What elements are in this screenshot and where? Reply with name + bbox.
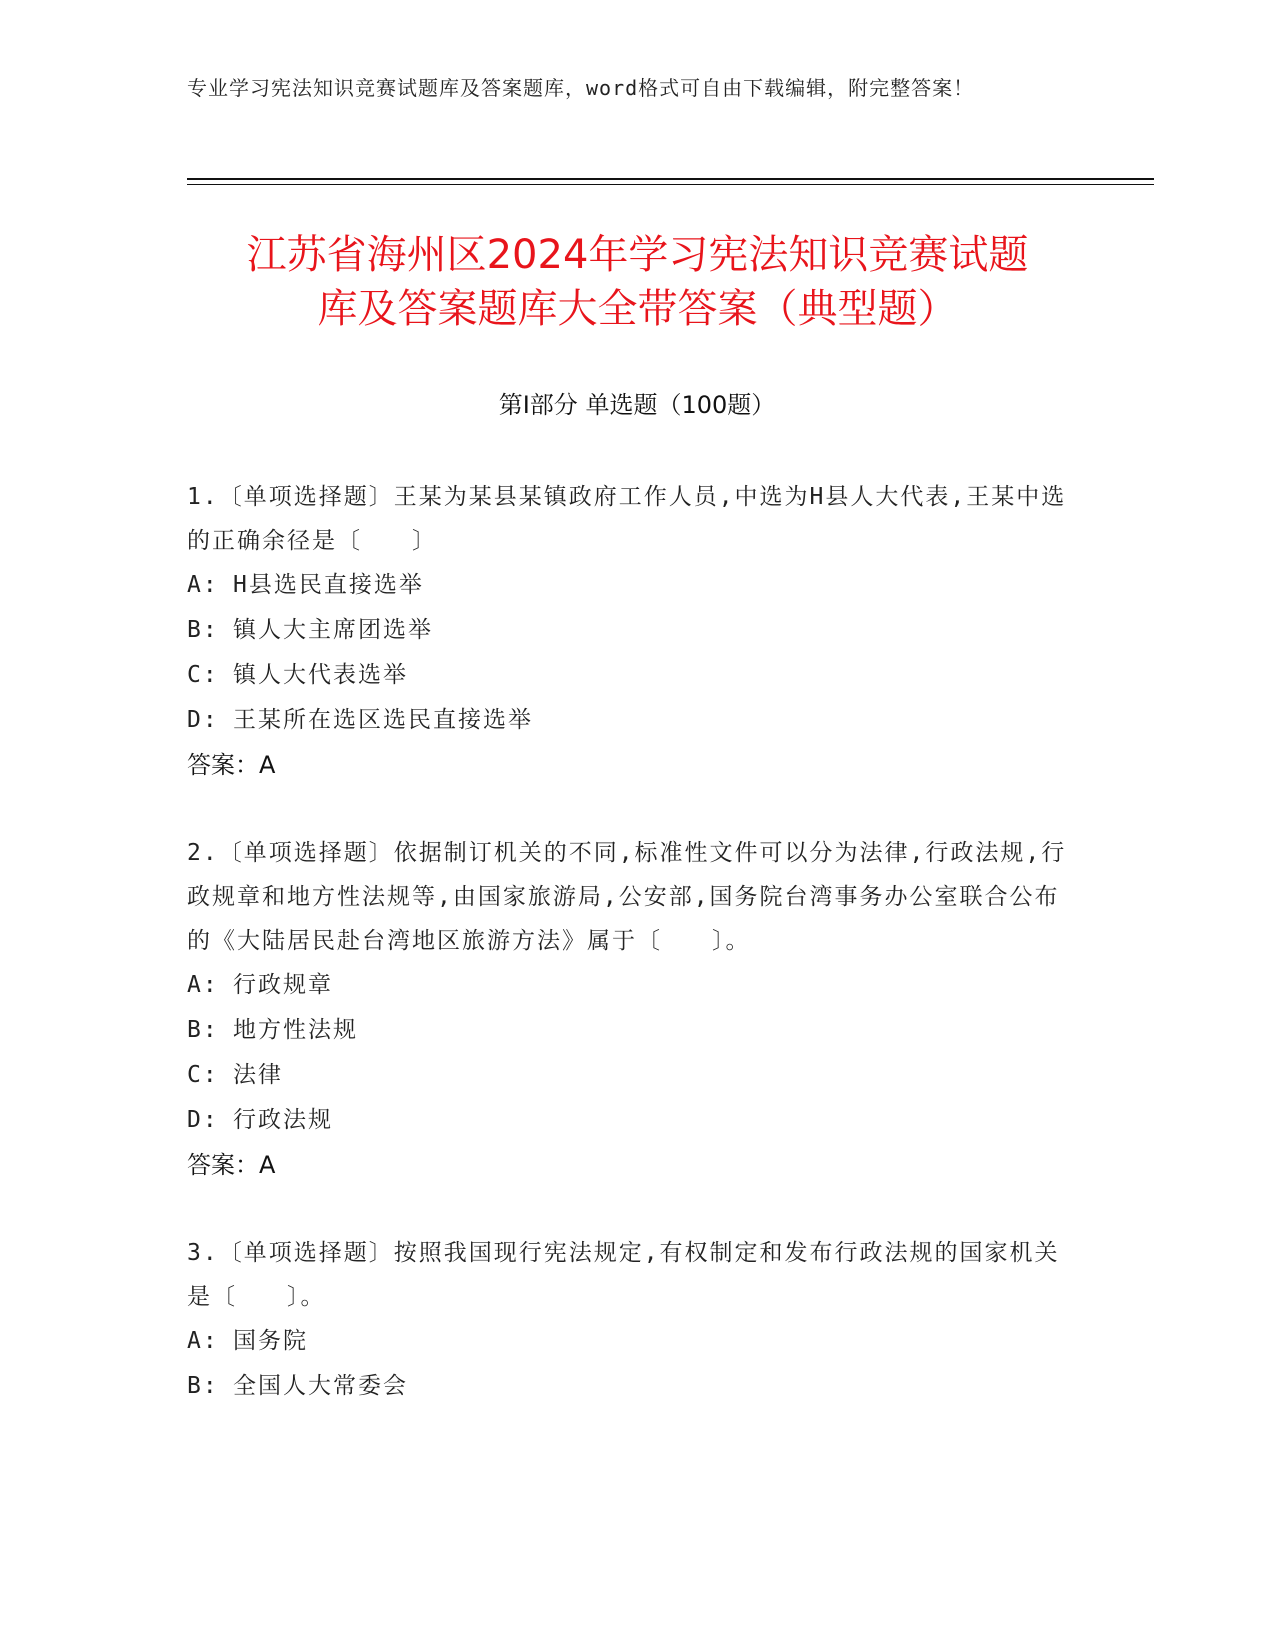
option-text: 行政规章 [233, 972, 333, 998]
page-header: 专业学习宪法知识竞赛试题库及答案题库，word格式可自由下载编辑，附完整答案！ [187, 76, 975, 100]
option-letter: D: [187, 707, 219, 733]
option-letter: B: [187, 1373, 219, 1399]
option-text: 地方性法规 [233, 1017, 358, 1043]
header-divider-thin [187, 184, 1154, 185]
option-letter: C: [187, 1062, 219, 1088]
option-a [187, 963, 1077, 1008]
option-letter: B: [187, 1017, 219, 1043]
question-2 [187, 831, 1077, 1188]
option-c [187, 1053, 1077, 1098]
option-letter: A: [187, 972, 219, 998]
option-letter: B: [187, 617, 219, 643]
question-stem: 2.〔单项选择题〕依据制订机关的不同,标准性文件可以分为法律,行政法规,行政规章和地方性法规等,由国家旅游局,公安部,国务院台湾事务办公室联合公布的《大陆居民赴台湾地区旅游方法》属于〔 〕。 [187, 840, 1067, 954]
option-letter: C: [187, 662, 219, 688]
question-stem: 3.〔单项选择题〕按照我国现行宪法规定,有权制定和发布行政法规的国家机关是〔 〕。 [187, 1240, 1060, 1310]
question-3 [187, 1231, 1077, 1409]
document-title-line-2: 库及答案题库大全带答案（典型题） [317, 286, 958, 332]
option-a [187, 1319, 1077, 1364]
option-letter: A: [187, 572, 219, 598]
option-c [187, 653, 1077, 698]
document-title [150, 228, 1125, 336]
option-text: 镇人大主席团选举 [233, 617, 433, 643]
section-title: 第Ⅰ部分 单选题（100题） [498, 391, 776, 419]
option-letter: A: [187, 1328, 219, 1354]
option-a [187, 563, 1077, 608]
option-text: 全国人大常委会 [233, 1373, 408, 1399]
question-list [187, 475, 1077, 1452]
option-letter: D: [187, 1107, 219, 1133]
question-1 [187, 475, 1077, 788]
option-text: 行政法规 [233, 1107, 333, 1133]
option-b [187, 608, 1077, 653]
option-text: 国务院 [233, 1328, 308, 1354]
document-title-line-1: 江苏省海州区2024年学习宪法知识竞赛试题 [246, 232, 1029, 278]
option-text: 镇人大代表选举 [233, 662, 408, 688]
header-divider-thick [187, 178, 1154, 180]
option-b [187, 1364, 1077, 1409]
answer: 答案：A [187, 1151, 276, 1179]
option-text: 法律 [233, 1062, 283, 1088]
question-stem: 1.〔单项选择题〕王某为某县某镇政府工作人员,中选为H县人大代表,王某中选的正确余径是〔 〕 [187, 484, 1067, 554]
answer: 答案：A [187, 751, 276, 779]
option-d [187, 698, 1077, 743]
option-d [187, 1098, 1077, 1143]
option-text: 王某所在选区选民直接选举 [233, 707, 533, 733]
option-b [187, 1008, 1077, 1053]
option-text: H县选民直接选举 [233, 572, 424, 598]
